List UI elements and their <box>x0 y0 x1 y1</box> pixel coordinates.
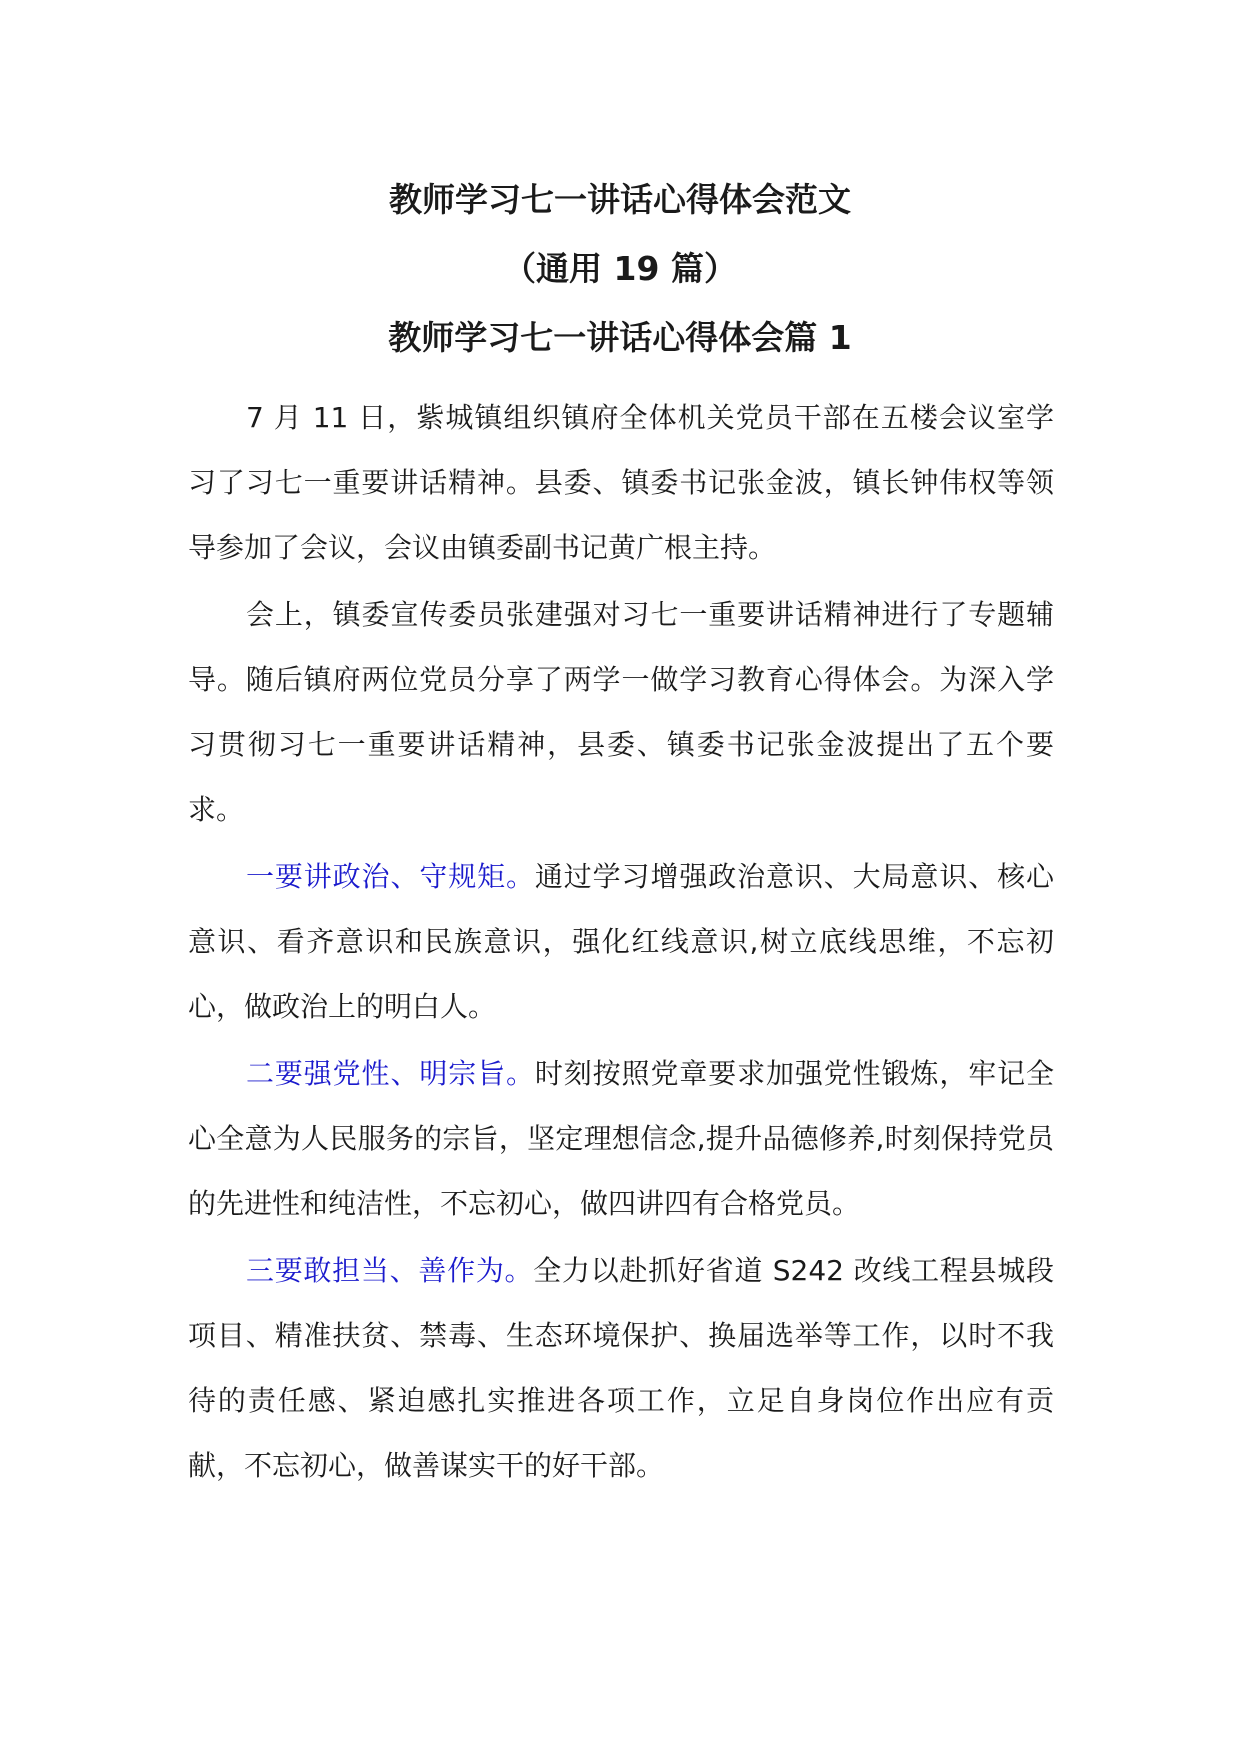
paragraph <box>188 844 1054 1039</box>
paragraph-text: 7 月 11 日，紫城镇组织镇府全体机关党员干部在五楼会议室学习了习七一重要讲话精神。县委、镇委书记张金波，镇长钟伟权等领导参加了会议，会议由镇委副书记黄广根主持。 <box>188 401 1054 564</box>
section-heading: 教师学习七一讲话心得体会篇 1 <box>388 318 852 357</box>
paragraph-lead: 三要敢担当、善作为。 <box>246 1254 534 1287</box>
paragraph-text: 会上，镇委宣传委员张建强对习七一重要讲话精神进行了专题辅导。随后镇府两位党员分享了两学一做学习教育心得体会。为深入学习贯彻习七一重要讲话精神，县委、镇委书记张金波提出了五个要求。 <box>188 598 1054 826</box>
paragraph <box>188 582 1054 842</box>
paragraph-text: 通过学习增强政治意识、大局意识、核心意识、看齐意识和民族意识，强化红线意识,树立底线思维，不忘初心，做政治上的明白人。 <box>188 860 1054 1023</box>
document-subtitle: （通用 19 篇） <box>503 249 737 288</box>
paragraph <box>188 1238 1054 1498</box>
document-body <box>188 385 1054 1500</box>
paragraph-text: 时刻按照党章要求加强党性锻炼，牢记全心全意为人民服务的宗旨，坚定理想信念,提升品德修养,时刻保持党员的先进性和纯洁性，不忘初心，做四讲四有合格党员。 <box>188 1057 1054 1220</box>
paragraph-lead: 一要讲政治、守规矩。 <box>246 860 535 893</box>
paragraph <box>188 385 1054 580</box>
paragraph <box>188 1041 1054 1236</box>
paragraph-lead: 二要强党性、明宗旨。 <box>246 1057 535 1090</box>
document-title: 教师学习七一讲话心得体会范文 <box>389 180 851 219</box>
paragraph-text: 全力以赴抓好省道 S242 改线工程县城段项目、精准扶贫、禁毒、生态环境保护、换届选举等工作，以时不我待的责任感、紧迫感扎实推进各项工作，立足自身岗位作出应有贡献，不忘初心，做善谋实干的好干部。 <box>188 1254 1054 1482</box>
